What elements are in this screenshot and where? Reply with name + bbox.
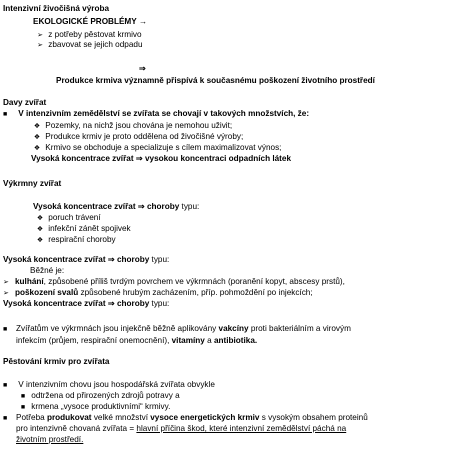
square-bullet-icon: ■ — [20, 393, 26, 400]
list-item: ➢ zbavovat se jejich odpadu — [34, 41, 143, 49]
list-item: ■ Zvířatům ve výkrmnách jsou injekčně běžně aplikovány vakcíny proti bakteriálním a virovým — [3, 324, 351, 333]
arrowhead-bullet-icon: ➢ — [37, 32, 43, 39]
list-item: ❖ Pozemky, na nichž jsou chována je nemohou uživit; — [31, 122, 232, 130]
section-heading-vykrmny: Výkrmny zvířat — [3, 179, 62, 188]
list-item: ■ krmena „vysoce produktivními“ krmivy. — [17, 403, 170, 411]
pestovani-continuation: pro intenzivně chovaná zvířata = hlavní příčina škod, které intenzivní zemědělství páchá na — [16, 424, 347, 433]
diamond-bullet-icon: ❖ — [36, 237, 44, 244]
choroby-lead: Vysoká koncentrace zvířat ⇒ choroby typu: — [3, 255, 170, 264]
diamond-bullet-icon: ❖ — [33, 134, 41, 141]
choroby-common-label: Běžné je: — [30, 266, 65, 275]
list-item: ❖ infekční zánět spojivek — [34, 225, 131, 233]
section-heading-davy: Davy zvířat — [3, 98, 47, 107]
pestovani-continuation-end: životním prostředí. — [16, 435, 84, 444]
square-bullet-icon: ■ — [20, 404, 26, 411]
square-bullet-icon: ■ — [3, 415, 8, 422]
arrowhead-bullet-icon: ➢ — [3, 290, 9, 297]
list-item: ❖ Krmivo se obchoduje a specializuje s cílem maximalizovat výnos; — [31, 144, 281, 152]
vaccines-continuation: infekcím (průjem, respirační onemocnění), vitamíny a antibiotika. — [16, 336, 258, 345]
square-bullet-icon: ■ — [3, 326, 8, 333]
list-item: ➢ poškození svalů způsobené hrubým zacházením, příp. pohmoždění po injekcích; — [3, 288, 313, 297]
arrowhead-bullet-icon: ➢ — [37, 42, 43, 49]
diamond-bullet-icon: ❖ — [36, 226, 44, 233]
list-item: ■ Potřeba produkovat velké množství vysoce energetických krmiv s vysokým obsahem proteinů — [3, 413, 368, 422]
list-item: ➢ z potřeby pěstovat krmivo — [34, 31, 142, 39]
list-item: ■ V intenzivním chovu jsou hospodářská zvířata obvykle — [3, 380, 215, 389]
list-item: ■ odtržena od přirozených zdrojů potravy a — [17, 392, 180, 400]
diamond-bullet-icon: ❖ — [36, 215, 44, 222]
list-item: ➢ kulhání, způsobené příliš tvrdým povrchem ve výkrmnách (poranění kopyt, abscesy prstů), — [3, 277, 345, 286]
list-item: ■ V intenzivním zemědělství se zvířata se chovají v takových množstvích, že: — [3, 109, 310, 118]
list-item: ❖ poruch trávení — [34, 214, 101, 222]
arrowhead-bullet-icon: ➢ — [3, 279, 9, 286]
list-item: ❖ Produkce krmiv je proto oddělena od živočišné výroby; — [31, 133, 243, 141]
diamond-bullet-icon: ❖ — [33, 145, 41, 152]
page-title: Intenzivní živočišná výroba — [3, 4, 110, 13]
eco-problems-heading: EKOLOGICKÉ PROBLÉMY → — [33, 17, 148, 26]
fodder-statement: Produkce krmiva významně přispívá k současnému poškození životního prostředí — [56, 76, 375, 85]
choroby-closing: Vysoká koncentrace zvířat ⇒ choroby typu: — [3, 299, 170, 308]
diamond-bullet-icon: ❖ — [33, 123, 41, 130]
square-bullet-icon: ■ — [3, 111, 8, 118]
implies-arrow-icon: ⇒ — [139, 64, 146, 73]
davy-conclusion: Vysoká koncentrace zvířat ⇒ vysokou koncentraci odpadních látek — [31, 154, 292, 163]
section-heading-pestovani: Pěstování krmiv pro zvířata — [3, 357, 110, 366]
vykrmny-lead: Vysoká koncentrace zvířat ⇒ choroby typu: — [33, 202, 200, 211]
square-bullet-icon: ■ — [3, 382, 8, 389]
list-item: ❖ respirační choroby — [34, 236, 116, 244]
